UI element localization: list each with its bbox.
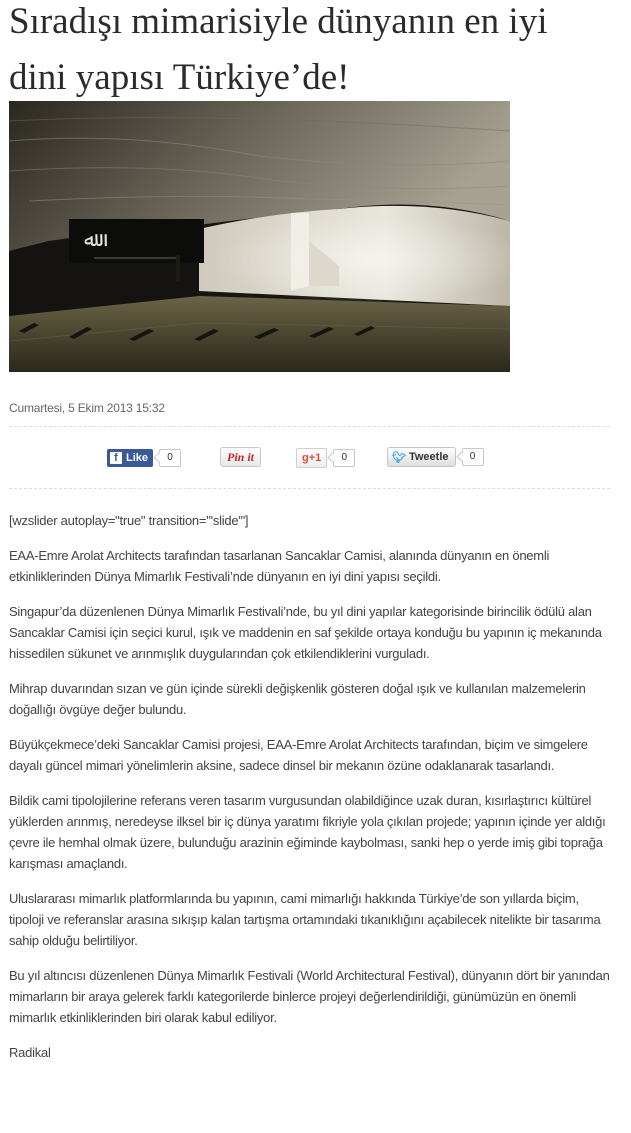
svg-text:ﷲ: ﷲ [84,227,96,251]
googleplus-icon: g [302,452,309,464]
facebook-like-widget[interactable] [107,447,181,469]
twitter-bird-icon: 🐦︎ [392,451,406,464]
article-paragraph: Bu yıl altıncısı düzenlenen Dünya Mimarlık Festivali (World Architectural Festival), dünyanın dört bir yanından mimarların bir araya gelerek farklı kategorilerde binlerce projeyi değerlendirildiği, günümüzün en önemli mimarlık etkinliklerinden biri olarak kabul ediliyor. [9,968,610,1025]
divider-bottom [9,488,610,489]
article-date: Cumartesi, 5 Ekim 2013 15:32 [9,401,165,415]
article-paragraph: EAA-Emre Arolat Architects tarafından tasarlanan Sancaklar Camisi, alanında dünyanın en önemli etkinliklerinden Dünya Mimarlık Festivali’nde dünyanın en iyi dini yapısı seçildi. [9,548,550,584]
article-paragraph: Singapur’da düzenlenen Dünya Mimarlık Festivali’nde, bu yıl dini yapılar kategorisinde birincilik ödülü alan Sancaklar Camisi için seçici kurul, ışık ve maddenin en saf şekilde ortaya konduğu bu yapının iç mekanında hissedilen sükunet ve arınmışlık duygularından çok etkilendiklerini vurguladı. [9,604,602,661]
googleplus-button[interactable] [296,448,327,468]
googleplus-count: 0 [333,449,355,467]
googleplus-label: +1 [308,452,322,464]
pinterest-pin-button[interactable]: Pin it [220,447,261,467]
facebook-like-count: 0 [159,449,181,467]
article-body [9,510,615,1077]
article-paragraph: Bildik cami tipolojilerine referans veren tasarım vurgusundan olabildiğince uzak duran, kısırlaştırıcı kültürel yüklerden arınmış, neredeyse ilksel bir iç dünya yaratımı fikriyle yola çıkılan projede; yapının içinde yer aldığı çevre ile hemhal olmak üzere, bulunduğu arazinin eğiminde kaybolması, sanki hep o yerde imiş gibi toprağa karışması amaçlandı. [9,793,606,871]
article-paragraph: Mihrap duvarından sızan ve gün içinde sürekli değişkenlik gösteren doğal ışık ve kullanılan malzemelerin doğallığı övgüye değer bulundu. [9,681,586,717]
article-source: Radikal [9,1045,51,1060]
article-hero-image [9,101,510,372]
article-title: Sıradışı mimarisiyle dünyanın en iyi dini yapısı Türkiye’de! [9,1,548,98]
tweet-button[interactable] [387,447,456,467]
facebook-like-label: Like [126,452,149,464]
googleplus-widget[interactable] [296,447,355,469]
article-paragraph: Uluslararası mimarlık platformlarında bu yapının, cami mimarlığı hakkında Türkiye’de son yıllarda biçim, tipoloji ve referanslar arasına sıkışıp kalan tartışma ortamındaki tıkanıklığını açabilecek nitelikte bir tasarıma sahip olduğu belirtiliyor. [9,891,601,948]
facebook-icon: f [110,452,122,464]
facebook-like-button[interactable] [107,449,153,467]
article-paragraph: Büyükçekmece’deki Sancaklar Camisi projesi, EAA-Emre Arolat Architects tarafından, biçim ve simgelere dayalı güncel mimari yönelimlerin aksine, sadece dinsel bir mekanın özüne odaklanarak tasarlandı. [9,737,588,773]
divider-top [9,426,610,427]
slider-shortcode: [wzslider autoplay="true" transition="'slide'"] [9,513,249,528]
twitter-widget[interactable] [387,446,484,468]
tweet-count: 0 [462,448,484,466]
pinterest-widget[interactable] [220,446,261,468]
tweet-label: Tweetle [408,451,449,463]
